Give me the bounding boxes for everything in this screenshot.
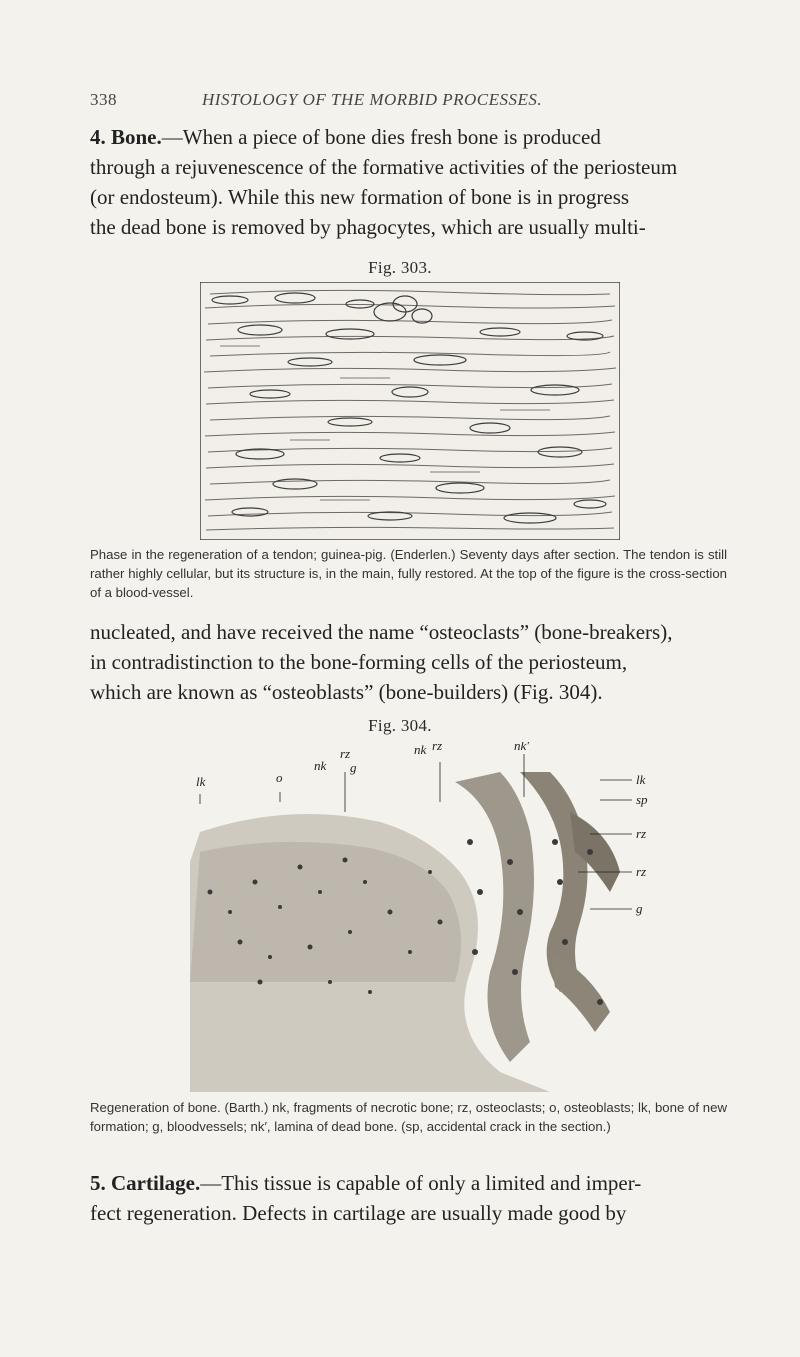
figure-304-label: Fig. 304. bbox=[368, 716, 432, 735]
figure-label-rz: rz bbox=[636, 864, 647, 879]
figure-304-caption: Regeneration of bone. (Barth.) nk, fragments of necrotic bone; rz, osteoclasts; o, osteoblasts; lk, bone of new formation; g, bloodvessels; nk′, lamina of dead bone. (sp, accidental crack in the section.) bbox=[90, 1100, 727, 1134]
figure-303-caption: Phase in the regeneration of a tendon; guinea-pig. (Enderlen.) Seventy days after section. The tendon is still rather highly cellular, but its structure is, in the main, fully restored. At the top of the figure is the cross-section of a blood-vessel. bbox=[90, 547, 727, 600]
figure-label-o: o bbox=[276, 770, 283, 785]
running-title: HISTOLOGY OF THE MORBID PROCESSES. bbox=[202, 90, 543, 109]
figure-label-lk: lk bbox=[636, 772, 646, 787]
text-line: nucleated, and have received the name “osteoclasts” (bone-breakers), bbox=[90, 620, 673, 644]
paragraph-bone bbox=[90, 122, 727, 242]
text-line: fect regeneration. Defects in cartilage are usually made good by bbox=[90, 1201, 627, 1225]
text-line: 5. Cartilage.—This tissue is capable of only a limited and imper- bbox=[90, 1171, 642, 1195]
text-line: 4. Bone.—When a piece of bone dies fresh bone is produced bbox=[90, 125, 601, 149]
figure-label-g: g bbox=[636, 901, 643, 916]
figure-label-rz: rz bbox=[636, 826, 647, 841]
figure-label-rz: rz bbox=[340, 746, 351, 761]
figure-label-nk: nk bbox=[314, 758, 327, 773]
figure-label-nk: nk bbox=[414, 742, 427, 757]
paragraph-continuation bbox=[90, 617, 727, 707]
text-line: (or endosteum). While this new formation of bone is in progress bbox=[90, 185, 630, 209]
figure-label-sp: sp bbox=[636, 792, 648, 807]
text-line: through a rejuvenescence of the formative activities of the periosteum bbox=[90, 155, 678, 179]
running-head bbox=[90, 90, 730, 114]
text-line: which are known as “osteoblasts” (bone-builders) (Fig. 304). bbox=[90, 680, 603, 704]
figure-label-g: g bbox=[350, 760, 357, 775]
section-heading-bone: 4. Bone. bbox=[90, 125, 162, 149]
figure-label-rz: rz bbox=[432, 742, 443, 753]
paragraph-cartilage bbox=[90, 1168, 727, 1228]
figure-303-label: Fig. 303. bbox=[368, 258, 432, 277]
page-number: 338 bbox=[90, 90, 117, 109]
figure-label-lk: lk bbox=[196, 774, 206, 789]
figure-303-tendon-illustration bbox=[200, 282, 620, 540]
text-line: the dead bone is removed by phagocytes, which are usually multi- bbox=[90, 215, 646, 239]
section-heading-cartilage: 5. Cartilage. bbox=[90, 1171, 201, 1195]
text-line: in contradistinction to the bone-forming cells of the periosteum, bbox=[90, 650, 628, 674]
figure-label-nk-prime: nk′ bbox=[514, 742, 530, 753]
figure-304-bone-illustration bbox=[170, 742, 670, 1092]
